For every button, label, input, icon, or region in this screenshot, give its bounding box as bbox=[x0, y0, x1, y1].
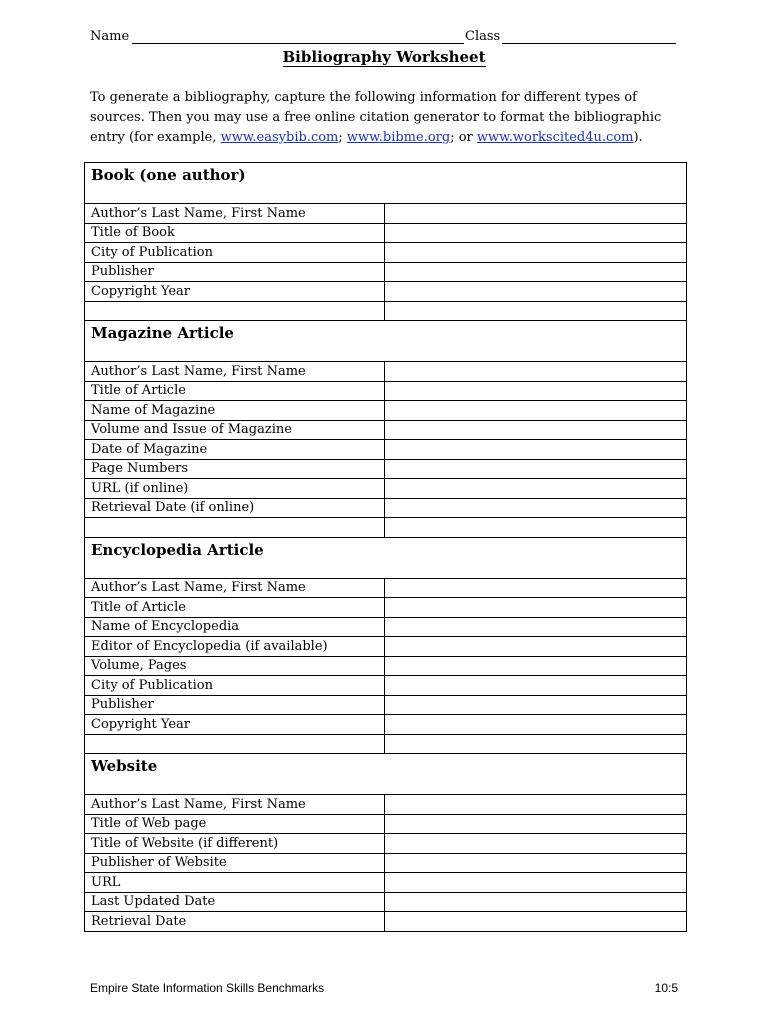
field-answer-cell[interactable] bbox=[385, 892, 687, 912]
field-label: City of Publication bbox=[85, 243, 385, 263]
section-title: Encyclopedia Article bbox=[85, 537, 687, 578]
field-row bbox=[85, 912, 687, 932]
field-answer-cell[interactable] bbox=[385, 656, 687, 676]
field-label: Page Numbers bbox=[85, 459, 385, 479]
field-answer-cell[interactable] bbox=[385, 479, 687, 499]
field-answer-cell[interactable] bbox=[385, 637, 687, 657]
field-row bbox=[85, 498, 687, 518]
field-row bbox=[85, 204, 687, 224]
worksheet-table bbox=[84, 162, 687, 932]
section-header-row bbox=[85, 321, 687, 362]
field-answer-cell[interactable] bbox=[385, 676, 687, 696]
class-field[interactable] bbox=[502, 43, 676, 44]
field-label: Title of Article bbox=[85, 598, 385, 618]
footer-page-number: 10:5 bbox=[654, 981, 678, 995]
field-answer-cell[interactable] bbox=[385, 459, 687, 479]
field-row bbox=[85, 695, 687, 715]
field-row bbox=[85, 795, 687, 815]
field-row bbox=[85, 853, 687, 873]
field-answer-cell[interactable] bbox=[385, 617, 687, 637]
field-answer-cell[interactable] bbox=[385, 223, 687, 243]
field-label: Author’s Last Name, First Name bbox=[85, 795, 385, 815]
section-title: Magazine Article bbox=[85, 321, 687, 362]
field-answer-cell[interactable] bbox=[385, 381, 687, 401]
field-answer-cell[interactable] bbox=[385, 498, 687, 518]
blank-answer-cell[interactable] bbox=[385, 518, 687, 538]
name-field[interactable] bbox=[132, 43, 464, 44]
field-label: Editor of Encyclopedia (if available) bbox=[85, 637, 385, 657]
field-answer-cell[interactable] bbox=[385, 440, 687, 460]
field-answer-cell[interactable] bbox=[385, 204, 687, 224]
field-row bbox=[85, 676, 687, 696]
field-row bbox=[85, 401, 687, 421]
field-row bbox=[85, 578, 687, 598]
field-answer-cell[interactable] bbox=[385, 715, 687, 735]
field-label: Publisher bbox=[85, 695, 385, 715]
field-answer-cell[interactable] bbox=[385, 795, 687, 815]
field-label: Title of Book bbox=[85, 223, 385, 243]
field-row bbox=[85, 873, 687, 893]
field-row bbox=[85, 420, 687, 440]
blank-label-cell[interactable] bbox=[85, 518, 385, 538]
field-row bbox=[85, 598, 687, 618]
field-answer-cell[interactable] bbox=[385, 912, 687, 932]
blank-label-cell[interactable] bbox=[85, 301, 385, 321]
field-answer-cell[interactable] bbox=[385, 598, 687, 618]
section-header-row bbox=[85, 754, 687, 795]
field-answer-cell[interactable] bbox=[385, 873, 687, 893]
class-label: Class bbox=[465, 29, 501, 44]
field-answer-cell[interactable] bbox=[385, 853, 687, 873]
field-label: City of Publication bbox=[85, 676, 385, 696]
field-answer-cell[interactable] bbox=[385, 814, 687, 834]
field-label: Last Updated Date bbox=[85, 892, 385, 912]
footer-source: Empire State Information Skills Benchmarks bbox=[90, 981, 325, 995]
field-label: Name of Magazine bbox=[85, 401, 385, 421]
field-answer-cell[interactable] bbox=[385, 834, 687, 854]
field-label: Title of Website (if different) bbox=[85, 834, 385, 854]
field-row bbox=[85, 617, 687, 637]
field-label: Author’s Last Name, First Name bbox=[85, 204, 385, 224]
field-row bbox=[85, 223, 687, 243]
field-label: Author’s Last Name, First Name bbox=[85, 578, 385, 598]
field-answer-cell[interactable] bbox=[385, 401, 687, 421]
field-label: URL bbox=[85, 873, 385, 893]
field-label: Date of Magazine bbox=[85, 440, 385, 460]
field-answer-cell[interactable] bbox=[385, 262, 687, 282]
section-title: Website bbox=[85, 754, 687, 795]
workscited4u-link[interactable]: www.workscited4u.com bbox=[476, 130, 634, 145]
field-label: Publisher bbox=[85, 262, 385, 282]
blank-row bbox=[85, 518, 687, 538]
field-row bbox=[85, 440, 687, 460]
easybib-link[interactable]: www.easybib.com bbox=[220, 130, 339, 145]
field-label: Publisher of Website bbox=[85, 853, 385, 873]
name-label: Name bbox=[90, 29, 130, 44]
field-row bbox=[85, 262, 687, 282]
field-row bbox=[85, 656, 687, 676]
field-label: Volume, Pages bbox=[85, 656, 385, 676]
blank-row bbox=[85, 301, 687, 321]
field-label: Title of Web page bbox=[85, 814, 385, 834]
field-answer-cell[interactable] bbox=[385, 243, 687, 263]
field-answer-cell[interactable] bbox=[385, 578, 687, 598]
name-class-header bbox=[90, 29, 678, 47]
field-row bbox=[85, 243, 687, 263]
field-answer-cell[interactable] bbox=[385, 695, 687, 715]
field-answer-cell[interactable] bbox=[385, 282, 687, 302]
section-header-row bbox=[85, 163, 687, 204]
field-row bbox=[85, 892, 687, 912]
field-label: Retrieval Date (if online) bbox=[85, 498, 385, 518]
field-answer-cell[interactable] bbox=[385, 420, 687, 440]
field-label: Volume and Issue of Magazine bbox=[85, 420, 385, 440]
blank-row bbox=[85, 734, 687, 754]
field-label: Retrieval Date bbox=[85, 912, 385, 932]
field-row bbox=[85, 637, 687, 657]
page-title: Bibliography Worksheet bbox=[282, 48, 486, 66]
intro-paragraph: To generate a bibliography, capture the following information for different types of sources. Then you may use a free online citation generator to format the bibliographic entry (for example, www.easybib.com; www.bibme.org; or www.workscited4u.com). bbox=[90, 90, 662, 145]
field-label: Author’s Last Name, First Name bbox=[85, 362, 385, 382]
field-row bbox=[85, 459, 687, 479]
blank-answer-cell[interactable] bbox=[385, 301, 687, 321]
field-row bbox=[85, 479, 687, 499]
field-label: Name of Encyclopedia bbox=[85, 617, 385, 637]
field-row bbox=[85, 834, 687, 854]
bibme-link[interactable]: www.bibme.org bbox=[346, 130, 451, 145]
field-row bbox=[85, 362, 687, 382]
field-label: URL (if online) bbox=[85, 479, 385, 499]
section-title: Book (one author) bbox=[85, 163, 687, 204]
field-label: Copyright Year bbox=[85, 282, 385, 302]
field-row bbox=[85, 381, 687, 401]
section-header-row bbox=[85, 537, 687, 578]
blank-answer-cell[interactable] bbox=[385, 734, 687, 754]
field-label: Title of Article bbox=[85, 381, 385, 401]
field-row bbox=[85, 814, 687, 834]
field-answer-cell[interactable] bbox=[385, 362, 687, 382]
field-label: Copyright Year bbox=[85, 715, 385, 735]
field-row bbox=[85, 282, 687, 302]
field-row bbox=[85, 715, 687, 735]
blank-label-cell[interactable] bbox=[85, 734, 385, 754]
